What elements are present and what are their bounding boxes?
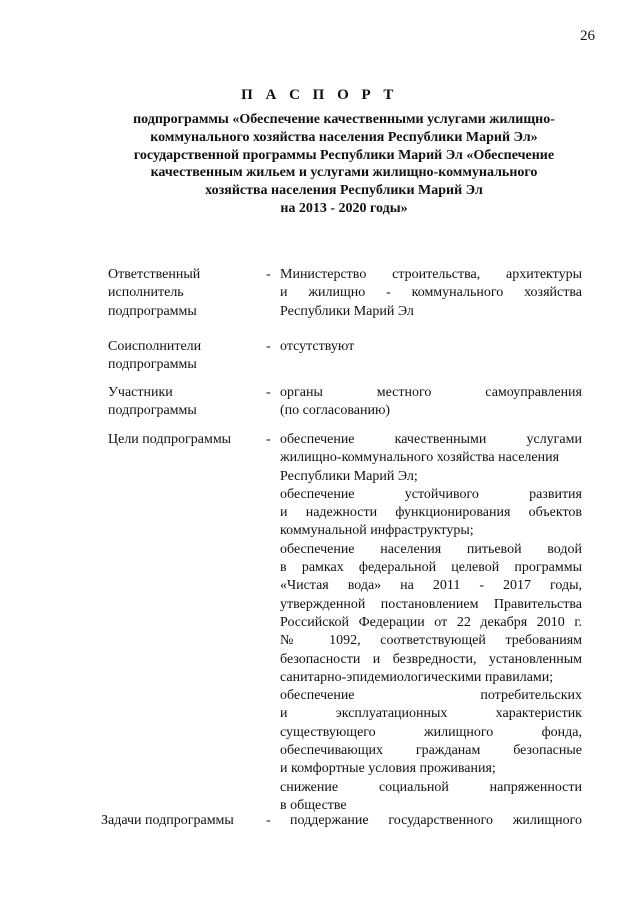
row-dash: - xyxy=(266,432,271,447)
subtitle-line: коммунального хозяйства населения Республики Марий Эл» xyxy=(150,129,538,145)
row-label xyxy=(108,431,258,449)
value-line: отсутствуют xyxy=(280,339,355,354)
value-line: существующего жилищного фонда, xyxy=(280,724,582,740)
value-line: в рамках федеральной целевой программы xyxy=(280,560,582,576)
value-line: Российской Федерации от 22 декабря 2010 г. xyxy=(280,614,582,630)
row-dash: - xyxy=(266,813,271,828)
row-dash: - xyxy=(266,385,271,400)
value-line: жилищно-коммунального хозяйства населения xyxy=(280,450,560,466)
value-line: органы местного самоуправления xyxy=(280,385,582,400)
subtitle-line: на 2013 - 2020 годы» xyxy=(280,200,408,216)
label-line: Задачи подпрограммы xyxy=(101,813,234,828)
label-line: Цели подпрограммы xyxy=(108,432,232,447)
row-value xyxy=(290,812,582,830)
value-line: (по согласованию) xyxy=(280,403,391,419)
value-line: обеспечение населения питьевой водой xyxy=(280,541,582,557)
passport-title: П А С П О Р Т xyxy=(241,87,398,103)
row-value xyxy=(280,338,582,356)
value-line: коммунальной инфраструктуры; xyxy=(280,523,474,539)
row-label xyxy=(108,266,258,321)
subtitle-line: государственной программы Республики Марий Эл «Обеспечение xyxy=(133,147,555,163)
label-line: подпрограммы xyxy=(108,357,197,373)
label-line: подпрограммы xyxy=(108,403,197,419)
label-line: Ответственный xyxy=(108,267,201,282)
row-value xyxy=(280,384,582,421)
value-line: Республики Марий Эл xyxy=(280,303,414,319)
value-line: утвержденной постановлением Правительства xyxy=(280,596,582,612)
row-value xyxy=(280,431,582,815)
value-line: санитарно-эпидемиологическими правилами; xyxy=(280,669,554,685)
value-line: и эксплуатационных характеристик xyxy=(280,706,582,722)
value-line: Республики Марий Эл; xyxy=(280,468,418,484)
row-label xyxy=(108,384,258,421)
row-dash: - xyxy=(266,267,271,282)
subtitle-line: подпрограммы «Обеспечение качественными услугами жилищно- xyxy=(133,112,555,127)
passport-subtitle xyxy=(108,111,580,218)
value-line: поддержание государственного жилищного xyxy=(290,813,582,828)
value-line: и надежности функционирования объектов xyxy=(280,505,582,521)
value-line: обеспечение устойчивого развития xyxy=(280,486,582,502)
value-line: снижение социальной напряженности xyxy=(280,779,582,795)
value-line: и жилищно - коммунального хозяйства xyxy=(280,285,582,301)
page-number: 26 xyxy=(580,28,595,44)
value-line: «Чистая вода» на 2011 - 2017 годы, xyxy=(280,578,582,594)
row-label xyxy=(101,812,261,830)
value-line: обеспечение потребительских xyxy=(280,688,582,704)
value-line: в обществе xyxy=(280,797,347,813)
row-dash: - xyxy=(266,339,271,354)
subtitle-line: хозяйства населения Республики Марий Эл xyxy=(205,183,483,199)
value-line: и комфортные условия проживания; xyxy=(280,761,496,777)
row-label xyxy=(108,338,258,375)
subtitle-line: качественным жильем и услугами жилищно-коммунального xyxy=(150,165,538,181)
label-line: исполнитель xyxy=(108,285,184,301)
label-line: Участники xyxy=(108,385,173,400)
value-line: обеспечение качественными услугами xyxy=(280,432,582,447)
label-line: подпрограммы xyxy=(108,303,197,319)
value-line: № 1092, соответствующей требованиям xyxy=(280,633,582,649)
label-line: Соисполнители xyxy=(108,339,202,354)
value-line: Министерство строительства, архитектуры xyxy=(280,267,582,282)
value-line: безопасности и безвредности, установленным xyxy=(280,651,582,667)
row-value xyxy=(280,266,582,321)
value-line: обеспечивающих гражданам безопасные xyxy=(280,743,582,759)
